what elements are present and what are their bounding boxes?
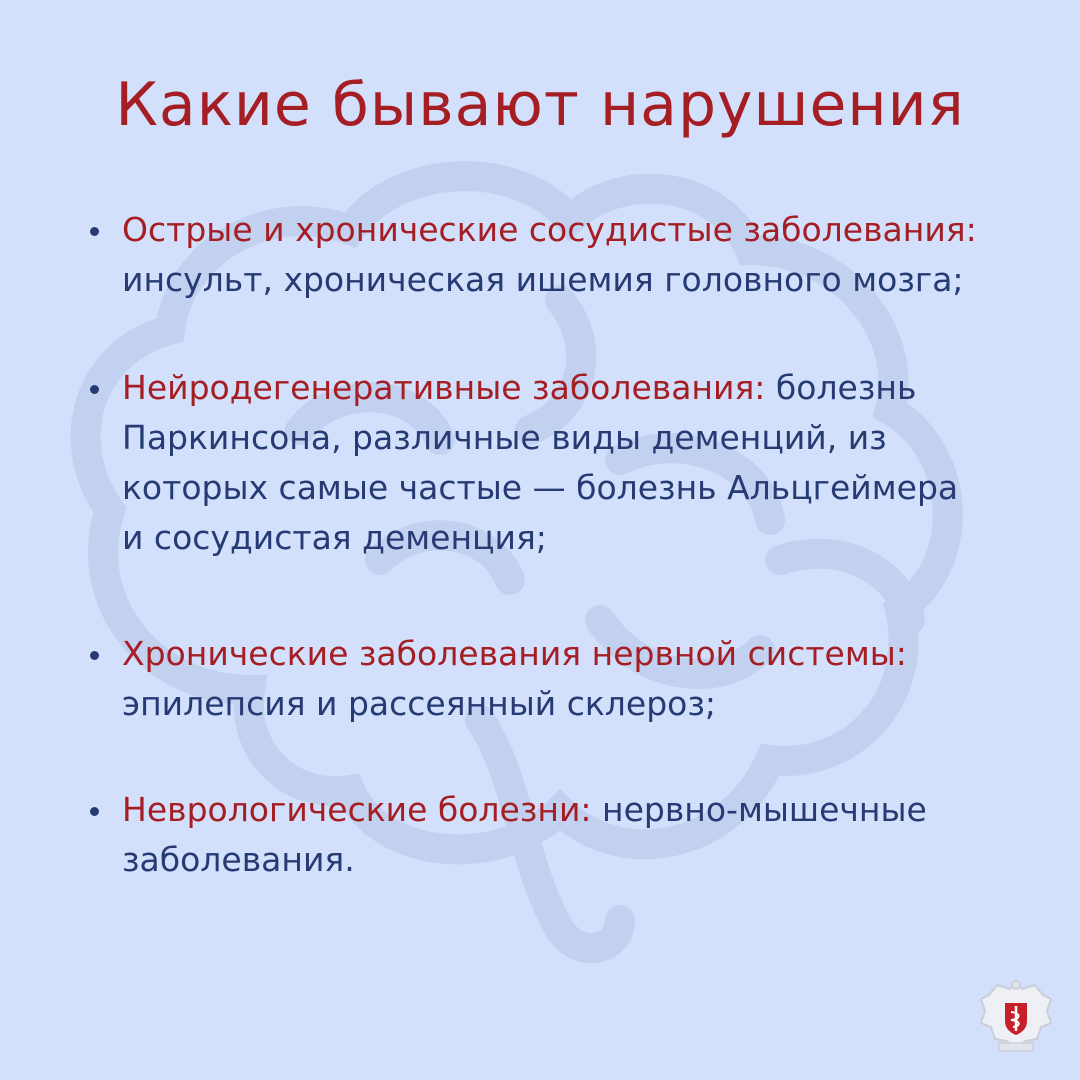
item-text: болезнь Паркинсона, различные виды деменций, из которых самые частые — болезнь Альцгеймера и сосудистая деменция; <box>122 368 959 557</box>
item-highlight: Неврологические болезни: <box>122 790 592 829</box>
item-highlight: Острые и хронические сосудистые заболевания: <box>122 210 977 249</box>
item-highlight: Хронические заболевания нервной системы: <box>122 634 907 673</box>
bullet-icon <box>90 385 99 394</box>
ministry-emblem-icon <box>977 975 1055 1057</box>
item-text: нервно-мышечные заболевания. <box>122 790 927 879</box>
item-text: эпилепсия и рассеянный склероз; <box>122 684 716 723</box>
list-item <box>80 205 980 305</box>
list-item <box>80 785 980 885</box>
list-item <box>80 629 980 729</box>
disorders-list <box>80 205 980 885</box>
bullet-icon <box>90 807 99 816</box>
item-text: инсульт, хроническая ишемия головного мозга; <box>122 260 964 299</box>
item-highlight: Нейродегенеративные заболевания: <box>122 368 766 407</box>
bullet-icon <box>90 227 99 236</box>
bullet-icon <box>90 651 99 660</box>
page-title: Какие бывают нарушения <box>115 70 965 140</box>
list-item <box>80 363 980 563</box>
